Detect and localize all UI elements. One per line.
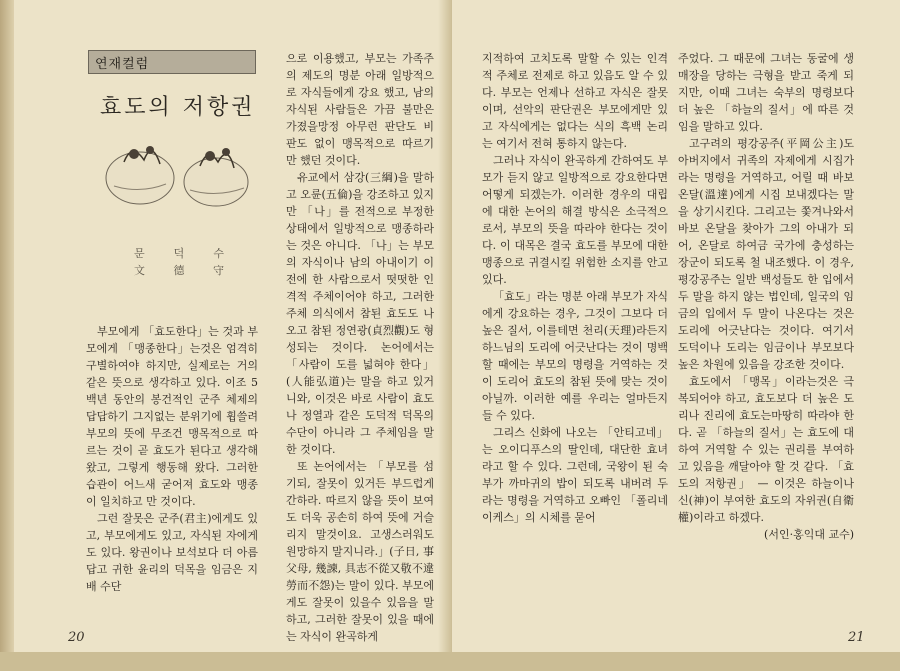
page-number-right: 21: [848, 630, 865, 645]
page-number-left: 20: [68, 630, 85, 645]
paragraph: 주었다. 그 때문에 그녀는 동굴에 생매장을 당하는 극형을 받고 죽게 되지만, 이때 그녀는 숙부의 명령보다 더 높은 「하늘의 질서」에 따른 것임을 말하고 있다.: [678, 52, 854, 133]
left-column-2: [286, 50, 434, 645]
author-char: 수: [213, 247, 224, 260]
author-char: 덕: [173, 247, 185, 260]
series-label-box: [88, 50, 256, 74]
paragraph: 그런 잘못은 군주(君主)에게도 있고, 부모에게도 있고, 자식된 자에게도 있다. 왕권이나 보석보다 더 아름답고 귀한 윤리의 덕목을 임금은 지배 수단: [86, 512, 258, 593]
paragraph: 으로 이용했고, 부모는 가족주의 제도의 명분 아래 일방적으로 자식들에게 강요 했고, 남의 자식된 사람들은 가끔 불만은 가졌을망정 아무런 판단도 비판도 없이 맹목적으로 따르기만 했던 것이다.: [286, 52, 434, 167]
left-column-1: [86, 323, 258, 595]
paragraph: 유교에서 삼강(三綱)을 말하고 오륜(五倫)을 강조하고 있지만 「나」를 전적으로 부정한 상태에서 일방적으로 맹종하라는 것은 아니다. 「나」는 부모의 자식이나 남의 아내이기 이전에 한 사람으로서 떳떳한 인격적 주체이어야 하고, 그러한 주체 의식에서 참된 효도도 나오고 참된 정연광(貞烈觀)도 형성되는 것이다. 논어에서는 「사람이 도를 넓혀야 한다」(人能弘道)는 말을 하고 있거니와, 이것은 바로 사람이 효도나 정열과 같은 도덕적 덕목의 수단이 아니라 그 주체임을 말한 것이다.: [286, 171, 434, 456]
right-column-1: [482, 50, 668, 526]
page-edge-shadow: [0, 0, 14, 671]
paragraph: 그러나 자식이 완곡하게 간하여도 부모가 듣지 않고 일방적으로 강요한다면 어떻게 되겠는가. 이러한 경우의 대립에 대한 논어의 해결 방식은 소극적으로서, 부모의 뜻을 따라야 한다는 것이다. 이 대목은 결국 효도를 부모에 대한 맹종으로 귀결시킬 위험한 소지를 안고 있다.: [482, 154, 668, 286]
author-char: 文: [134, 264, 145, 277]
paragraph: 고구려의 평강공주(平岡公主)도 아버지에서 귀족의 자제에게 시집가라는 명령을 거역하고, 어릴 때 바보 온달(溫達)에게 시집 보내겠다는 말을 상기시킨다. 그리고는 쫓겨나와서 바보 온달을 찾아가 그의 아내가 되어, 온달로 하여금 국가에 충성하는 장군이 되도록 철 내조했다. 이 경우, 평강공주는 일반 백성들도 한 입에서 두 말을 하지 않는 법인데, 일국의 임금의 입에서 두 말이 나온다는 것은 도리에 어긋난다는 것이다. 여기서 도덕이나 도리는 임금이나 부모보다 높은 차원에 있음을 강조한 것이다.: [678, 137, 854, 371]
page-bottom-edge: [0, 652, 900, 671]
author-char: 문: [134, 247, 145, 260]
paragraph: 또 논어에서는 「부모를 섬기되, 잘못이 있거든 부드럽게 간하라. 따르지 않을 뜻이 보여도 더욱 공손히 하여 뜻에 거슬리지 말것이요. 고생스러워도 원망하지 말지니라.」(子日, 事父母, 幾諫, 具志不從又敬不違 勞而不怨)는 말이 있다. 부모에게도 잘못이 있을수 있음을 말하고, 그러한 잘못이 있을 때에는 자식이 완곡하게: [286, 460, 434, 643]
author-name-hanja: [134, 262, 224, 278]
paragraph: 「효도」라는 명분 아래 부모가 자식에게 강요하는 경우, 그것이 그보다 더 높은 질서, 이를테면 천리(天理)라든지 하느님의 도리에 어긋난다는 것이 명백할 때에는 부모의 명령을 거역하는 것이 도리어 효도의 참된 뜻에 맞는 것이 아닐까. 이러한 예를 우리는 얼마든지 들 수 있다.: [482, 290, 668, 422]
author-char: 德: [173, 264, 185, 277]
paragraph: 부모에게 「효도한다」는 것과 부모에게 「맹종한다」는것은 엄격히 구별하여야 하지만, 실제로는 거의 같은 뜻으로 생각하고 있다. 이조 5백년 동안의 봉건적인 군주 체제의 답답하기 그지없는 분위기에 휩쓸려 부모의 뜻에 무조건 맹목적으로 따르는 것이 곧 효도가 된다고 생각해 왔고, 그렇게 행동해 왔다. 그러한 습관이 어느새 굳어져 효도와 맹종이 일치하고 만 것이다.: [86, 325, 258, 508]
author-name-korean: [134, 245, 224, 261]
article-title: 효도의 저항권: [100, 95, 256, 120]
paragraph: 효도에서 「맹목」이라는것은 극복되어야 하고, 효도보다 더 높은 도리나 진리에 효도는마땅히 따라야 한다. 곧 「하늘의 질서」는 효도에 대하여 거역할 수 있는 권리를 부여하고 있음을 깨달아야 할 것 같다. 「효도의 저항권」 — 이것은 하늘이나 신(神)이 부여한 효도의 자위권(自衛權)이라고 하겠다.: [678, 375, 854, 524]
right-column-2: [678, 50, 854, 543]
right-page: [452, 0, 900, 671]
series-label: 연재컬럼: [95, 57, 150, 72]
author-affiliation: (서인·홍익대 교수): [764, 528, 854, 541]
paragraph: 지적하여 고치도록 말할 수 있는 인격적 주체로 전제로 하고 있음도 알 수 있다. 부모는 언제나 선하고 자식은 잘못이며, 선악의 판단권은 부모에게만 있고 자식에게는 없다는 식의 흑백 논리는 여기서 전혀 통하지 않는다.: [482, 52, 668, 150]
flower-illustration: [94, 132, 254, 212]
paragraph: 그리스 신화에 나오는 「안티고네」는 오이디푸스의 딸인데, 대단한 효녀라고 할 수 있다. 그런데, 국왕이 된 숙부가 까마귀의 밥이 되도록 내버려 두라는 명령을 거역하고 오빠인 「폴리네이케스」의 시체를 묻어: [482, 426, 668, 524]
author-char: 守: [213, 264, 224, 277]
